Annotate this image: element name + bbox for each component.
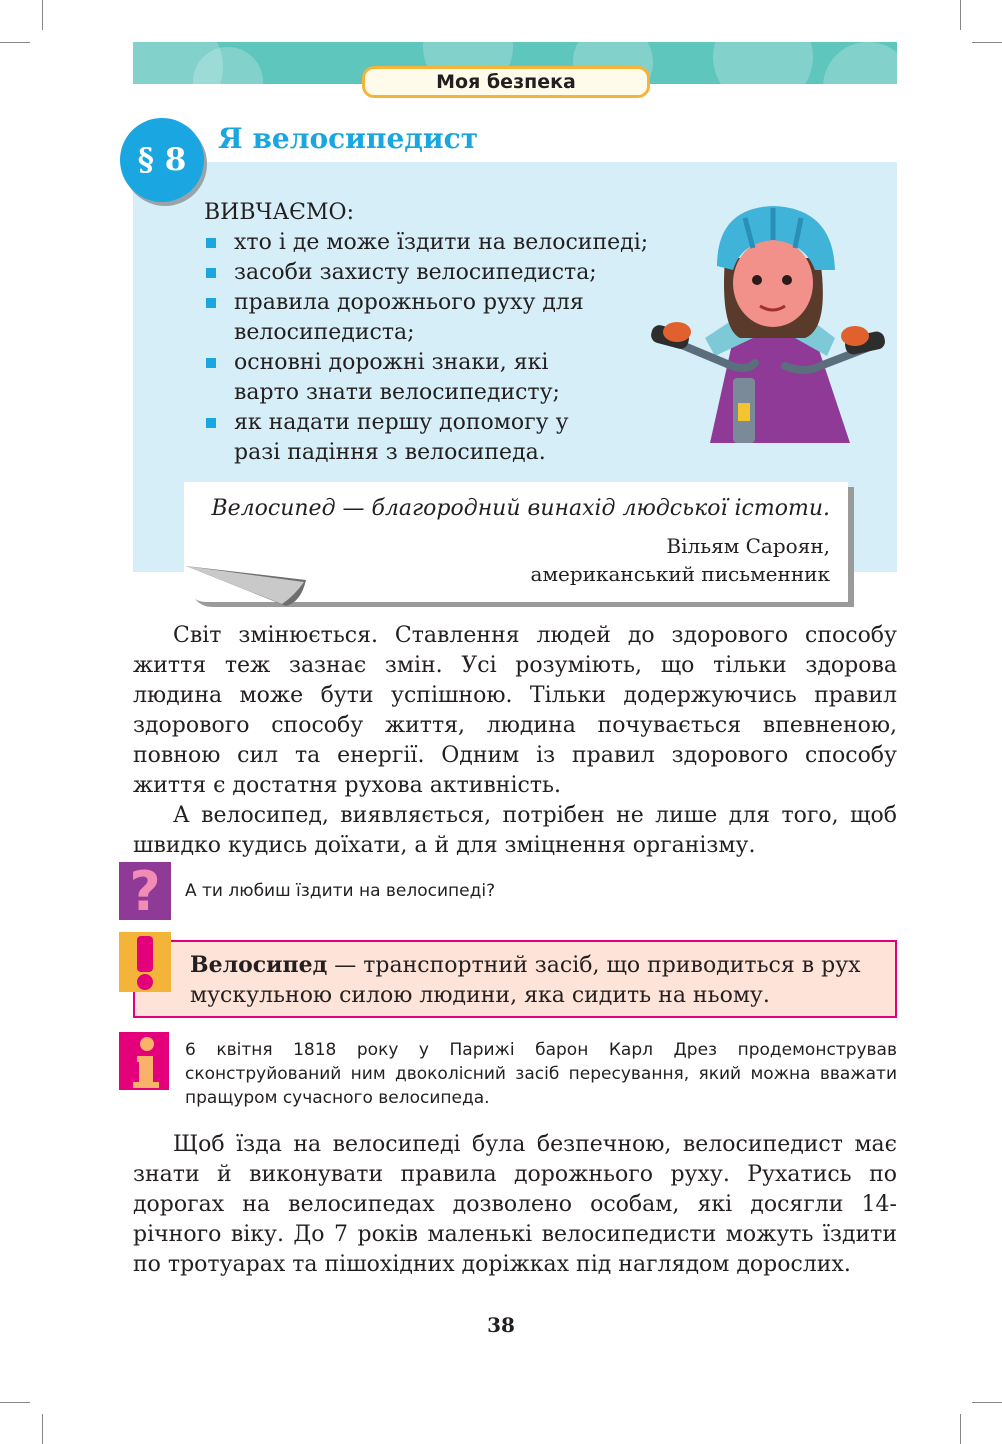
section-tab: Моя безпека	[362, 66, 650, 98]
definition-text	[190, 950, 880, 1011]
quote-author-role: американський письменник	[530, 562, 830, 586]
question-mark-icon	[119, 862, 171, 920]
quote-author	[531, 532, 830, 588]
body-paragraph: А велосипед, виявляється, потрібен не лише для того, щоб швидко кудись доїхати, а й для зміцнення організму.	[133, 803, 897, 858]
learn-label: ВИВЧАЄМО:	[204, 200, 354, 225]
info-text: 6 квітня 1818 року у Парижі барон Карл Дрез продемонстрував сконструйований ним двоколісний засіб пересування, який можна вважати пращуром сучасного велосипеда.	[185, 1040, 897, 1108]
crop-mark	[960, 0, 961, 30]
bullet-square-icon	[206, 418, 216, 428]
page-number: 38	[487, 1313, 515, 1337]
bullet-square-icon	[206, 268, 216, 278]
body-paragraph: Світ змінюється. Ставлення людей до здорового способу життя теж зазнає змін. Усі розуміють, що тільки здорова людина може бути успішною. Тільки додержуючись правил здорового способу життя, людина почувається впевненою, повною сил та енергії. Одним із правил здорового способу життя є достатня рухова активність.	[133, 623, 897, 798]
lesson-title: Я велосипедист	[218, 122, 479, 155]
list-item: основні дорожні знаки, які варто знати велосипедисту;	[204, 348, 614, 408]
svg-text:?: ?	[129, 862, 161, 920]
exclamation-mark-icon	[119, 932, 171, 992]
decor-bubble	[713, 42, 813, 84]
quote-text: Велосипед — благородний винахід людської істоти.	[211, 496, 830, 521]
bullet-square-icon	[206, 298, 216, 308]
list-item: як надати першу допомогу у разі падіння з велосипеда.	[204, 408, 614, 468]
body-paragraph: Щоб їзда на велосипеді була безпечною, велосипедист має знати й виконувати правила дорожнього руху. Рухатись по дорогах на велосипедах дозволено особам, які досягли 14-річного віку. До 7 років маленькі велосипедисти можуть їздити по тротуарах та пішохідних доріжках під наглядом дорослих.	[133, 1132, 897, 1277]
decor-bubble	[823, 42, 897, 84]
list-item: хто і де може їздити на велосипеді;	[204, 228, 704, 258]
crop-mark	[0, 42, 30, 43]
definition-body: — транспортний засіб, що приводиться в рух мускульною силою людини, яка сидить на ньому.	[190, 953, 861, 1008]
learn-list	[204, 228, 704, 468]
crop-mark	[972, 1402, 1002, 1403]
list-item: засоби захисту велосипедиста;	[204, 258, 704, 288]
girl-cyclist-illustration	[645, 188, 890, 443]
quote-author-name: Вільям Сароян,	[666, 534, 830, 558]
paragraph-number-badge: § 8	[120, 118, 204, 202]
question-text: А ти любиш їздити на велосипеді?	[185, 881, 496, 901]
crop-mark	[42, 0, 43, 30]
info-icon	[119, 1032, 169, 1090]
crop-mark	[42, 1414, 43, 1444]
definition-term: Велосипед	[190, 952, 328, 978]
crop-mark	[0, 1402, 30, 1403]
bullet-square-icon	[206, 238, 216, 248]
page-curl-decoration	[186, 566, 306, 606]
list-item: правила дорожнього руху для велосипедиста;	[204, 288, 634, 348]
crop-mark	[960, 1414, 961, 1444]
bullet-square-icon	[206, 358, 216, 368]
crop-mark	[972, 42, 1002, 43]
